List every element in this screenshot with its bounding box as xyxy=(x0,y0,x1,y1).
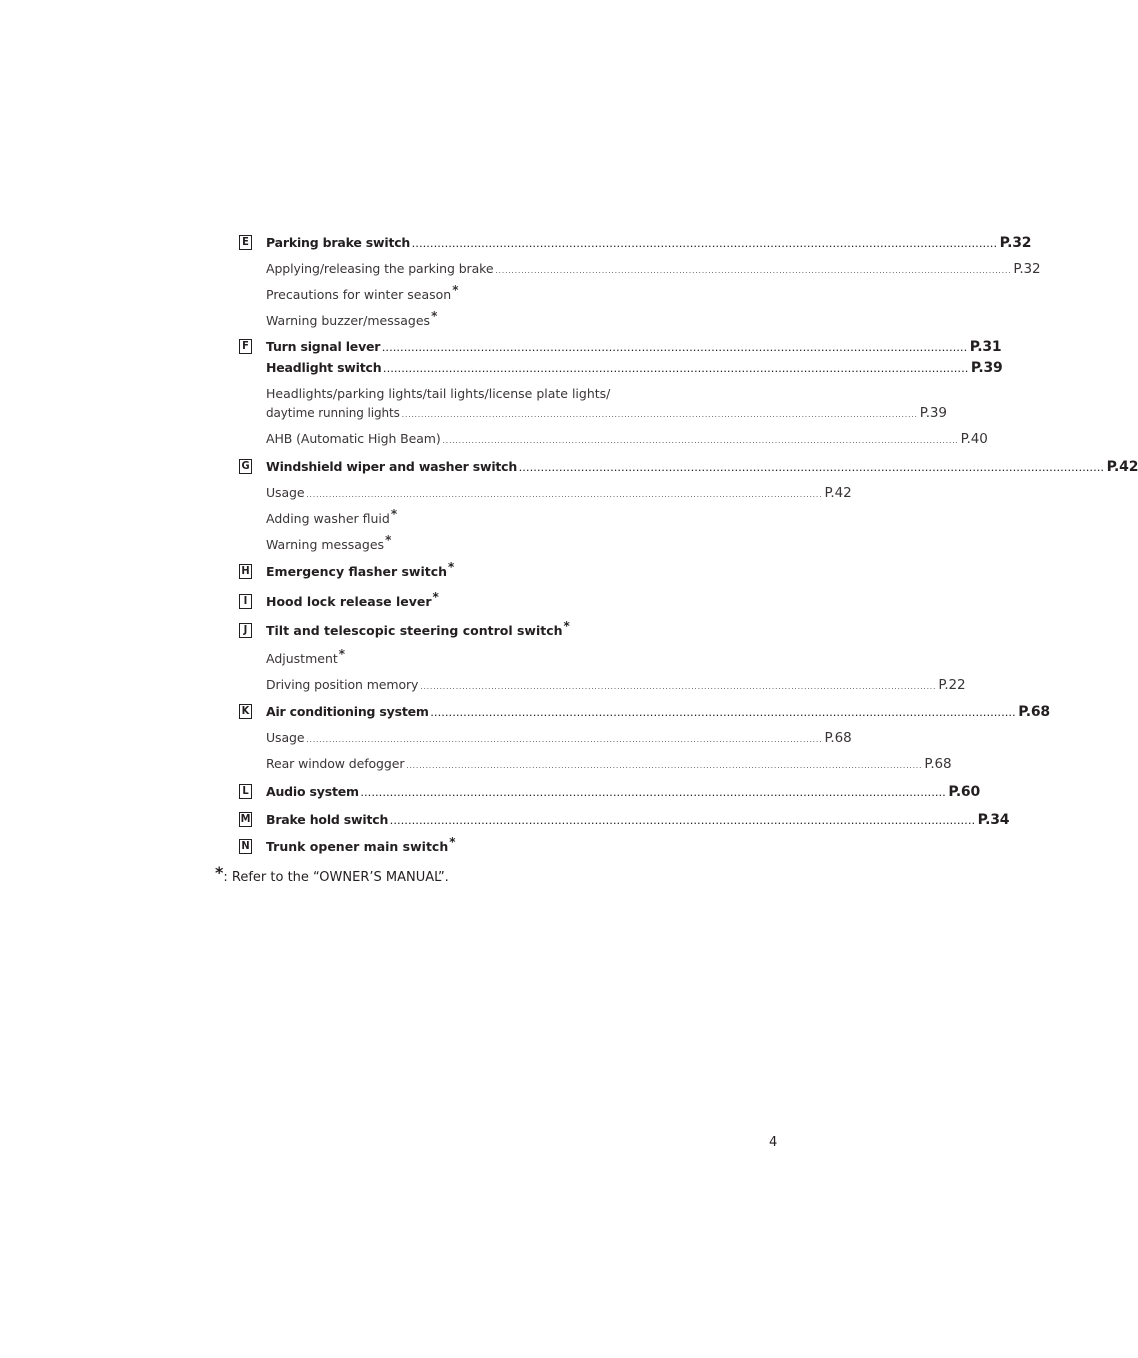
asterisk-marker: * xyxy=(431,309,438,323)
entry-label: Usage xyxy=(266,730,305,745)
page-reference[interactable]: P.32 xyxy=(1013,261,1041,277)
entry-label: Turn signal lever xyxy=(266,339,381,354)
toc-entry[interactable] xyxy=(266,704,1050,720)
page-reference[interactable]: P.39 xyxy=(919,405,947,421)
leader-dots: ................................................................................................................................................................ xyxy=(495,267,1012,275)
entry-label: Warning buzzer/messages xyxy=(266,313,431,328)
entry-label: Headlight switch xyxy=(266,360,382,375)
entry-label: Adjustment xyxy=(266,651,338,666)
entry-label: Headlights/parking lights/tail lights/license plate lights/ xyxy=(266,386,611,401)
footnote xyxy=(215,863,449,885)
entry-label: AHB (Automatic High Beam) xyxy=(266,431,441,446)
asterisk-marker: * xyxy=(452,283,459,297)
toc-subentry xyxy=(266,507,398,526)
asterisk-marker: * xyxy=(390,507,398,521)
entry-label: daytime running lights xyxy=(266,406,400,420)
page-reference[interactable]: P.22 xyxy=(938,677,966,693)
entry-label: Rear window defogger xyxy=(266,756,405,771)
toc-subentry[interactable] xyxy=(266,261,1041,277)
entry-label: Tilt and telescopic steering control switch xyxy=(266,623,563,638)
toc-entry[interactable] xyxy=(266,812,1010,828)
toc-subentry xyxy=(266,283,459,302)
toc-entry[interactable] xyxy=(266,235,1032,251)
asterisk-marker: * xyxy=(448,560,455,574)
entry-label: Parking brake switch xyxy=(266,235,411,250)
page-number: 4 xyxy=(769,1135,778,1150)
page-reference[interactable]: P.34 xyxy=(977,812,1010,828)
section-letter-badge: I xyxy=(239,594,252,609)
toc-subentry xyxy=(266,533,392,552)
page-reference[interactable]: P.42 xyxy=(824,485,852,501)
leader-dots: ................................................................................................................................................................ xyxy=(383,366,969,374)
asterisk-marker: * xyxy=(385,533,392,547)
section-letter-badge: G xyxy=(239,459,252,474)
leader-dots: ................................................................................................................................................................ xyxy=(420,683,937,691)
entry-label: Precautions for winter season xyxy=(266,287,452,302)
toc-entry[interactable] xyxy=(266,784,981,800)
toc-entry[interactable] xyxy=(266,339,1002,355)
entry-label: Hood lock release lever xyxy=(266,594,432,609)
entry-label: Adding washer fluid xyxy=(266,511,390,526)
toc-subentry[interactable] xyxy=(266,485,852,501)
leader-dots: ................................................................................................................................................................ xyxy=(430,710,1017,718)
leader-dots: ................................................................................................................................................................ xyxy=(412,241,998,249)
section-letter-badge: L xyxy=(239,784,252,799)
toc-entry xyxy=(266,560,455,579)
page-reference[interactable]: P.32 xyxy=(999,235,1032,251)
asterisk-marker: * xyxy=(563,619,570,633)
toc-entry xyxy=(266,835,456,854)
leader-dots: ................................................................................................................................................................ xyxy=(306,491,823,499)
toc-entry[interactable] xyxy=(266,459,1138,475)
section-letter-badge: H xyxy=(239,564,252,579)
toc-subentry xyxy=(266,386,610,401)
section-letter-badge: E xyxy=(239,235,252,250)
section-letter-badge: K xyxy=(239,704,252,719)
page-reference[interactable]: P.42 xyxy=(1106,459,1138,475)
entry-label: Air conditioning system xyxy=(266,704,429,719)
entry-label: Brake hold switch xyxy=(266,812,389,827)
leader-dots: ................................................................................................................................................................ xyxy=(306,736,823,744)
section-letter-badge: N xyxy=(239,839,252,854)
entry-label: Warning messages xyxy=(266,537,385,552)
entry-label: Audio system xyxy=(266,784,359,799)
page-reference[interactable]: P.68 xyxy=(1018,704,1050,720)
toc-subentry[interactable] xyxy=(266,405,947,421)
footnote-text: : Refer to the “OWNER’S MANUAL”. xyxy=(223,870,449,885)
toc-subentry[interactable] xyxy=(266,730,852,746)
page-reference[interactable]: P.68 xyxy=(824,730,852,746)
asterisk-marker: * xyxy=(338,647,346,661)
leader-dots: ................................................................................................................................................................ xyxy=(519,465,1105,473)
entry-label: Emergency flasher switch xyxy=(266,564,448,579)
section-letter-badge: F xyxy=(239,339,252,354)
section-letter-badge: M xyxy=(240,812,251,825)
entry-label: Windshield wiper and washer switch xyxy=(266,459,518,474)
toc-subentry[interactable] xyxy=(266,431,988,447)
toc-subentry[interactable] xyxy=(266,677,966,693)
leader-dots: ................................................................................................................................................................ xyxy=(382,345,968,353)
page-reference[interactable]: P.39 xyxy=(970,360,1003,376)
page-reference[interactable]: P.60 xyxy=(948,784,981,800)
toc-subentry[interactable] xyxy=(266,756,952,772)
leader-dots: ................................................................................................................................................................ xyxy=(390,818,976,826)
entry-label: Usage xyxy=(266,485,305,500)
leader-dots: ................................................................................................................................................................ xyxy=(442,437,959,445)
asterisk-marker: * xyxy=(432,590,439,604)
leader-dots: ................................................................................................................................................................ xyxy=(360,790,947,798)
footnote-asterisk: * xyxy=(215,863,224,882)
page-reference[interactable]: P.68 xyxy=(924,756,952,772)
toc-entry xyxy=(266,590,439,609)
toc-entry[interactable] xyxy=(266,360,1003,376)
entry-label: Driving position memory xyxy=(266,677,419,692)
page-reference[interactable]: P.31 xyxy=(969,339,1002,355)
leader-dots: ................................................................................................................................................................ xyxy=(401,411,918,419)
toc-entry xyxy=(266,619,570,638)
entry-label: Trunk opener main switch xyxy=(266,839,449,854)
leader-dots: ................................................................................................................................................................ xyxy=(406,762,923,770)
toc-subentry xyxy=(266,309,438,328)
toc-subentry xyxy=(266,647,346,666)
asterisk-marker: * xyxy=(449,835,456,849)
section-letter-badge: J xyxy=(239,623,252,638)
page-reference[interactable]: P.40 xyxy=(960,431,988,447)
entry-label: Applying/releasing the parking brake xyxy=(266,261,494,276)
